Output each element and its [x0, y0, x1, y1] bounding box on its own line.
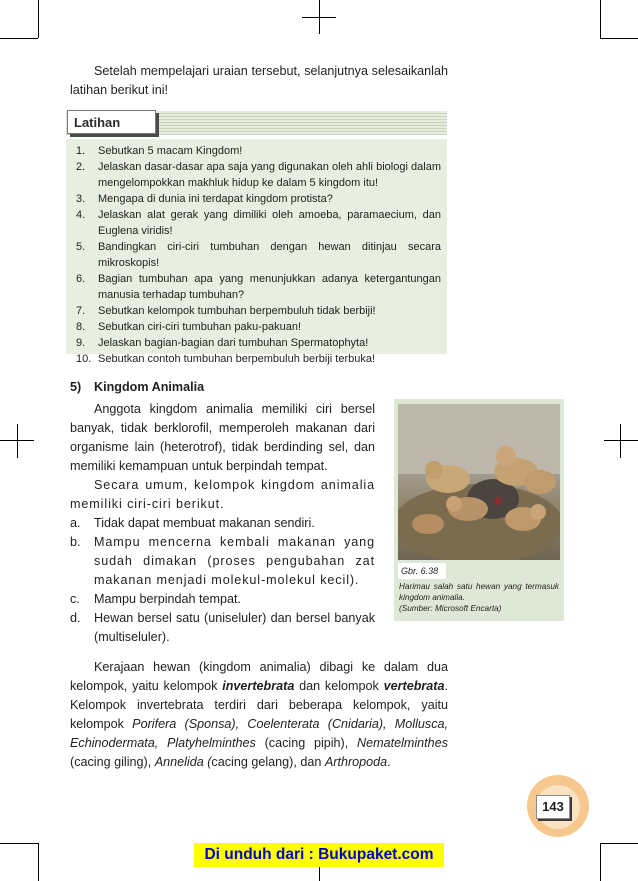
crop-mark — [0, 440, 34, 441]
exercise-list — [76, 143, 441, 367]
crop-mark — [600, 843, 638, 844]
crop-mark — [604, 440, 638, 441]
lion-photo — [398, 404, 560, 560]
crop-mark — [620, 424, 621, 458]
crop-mark — [0, 38, 38, 39]
exercise-item: 5. Bandingkan ciri-ciri tumbuhan dengan hewan ditinjau secara mikroskopis! — [76, 241, 441, 269]
section-paragraph: Anggota kingdom animalia memiliki ciri bersel banyak, tidak berklorofil, memperoleh makanan dari organisme lain (heterotrof), tidak berdinding sel, dan memiliki kemampuan untuk berpindah tempat. — [70, 402, 375, 473]
crop-mark — [600, 38, 638, 39]
trait-item: c. Mampu berpindah tempat. — [70, 592, 242, 606]
trait-item: b. Mampu mencerna kembali makanan yang sudah dimakan (proses pengubahan zat makanan menjadi molekul-molekul kecil). — [70, 535, 375, 587]
crop-mark — [17, 424, 18, 458]
page-number: 143 — [536, 795, 570, 819]
exercise-item: 6. Bagian tumbuhan apa yang menunjukkan adanya ketergantungan manusia terhadap tumbuhan? — [76, 273, 441, 301]
crop-mark — [600, 0, 601, 38]
crop-mark — [0, 843, 38, 844]
figure-box — [394, 399, 564, 621]
exercise-item: 7. Sebutkan kelompok tumbuhan berpembuluh tidak berbiji! — [76, 305, 376, 317]
crop-mark — [302, 17, 336, 18]
exercise-item: 3. Mengapa di dunia ini terdapat kingdom protista? — [76, 193, 333, 205]
section-body — [70, 400, 375, 647]
latihan-box — [66, 139, 447, 365]
exercise-item: 9. Jelaskan bagian-bagian dari tumbuhan Spermatophyta! — [76, 337, 369, 349]
figure-caption: Harimau salah satu hewan yang termasuk kingdom animalia. (Sumber: Microsoft Encarta) — [399, 582, 559, 613]
exercise-item: 1. Sebutkan 5 macam Kingdom! — [76, 145, 243, 157]
crop-mark — [38, 0, 39, 38]
trait-item: d. Hewan bersel satu (uniseluler) dan bersel banyak (multiseluler). — [70, 611, 375, 644]
section-heading: 5) Kingdom Animalia — [70, 380, 205, 394]
section-paragraph: Secara umum, kelompok kingdom animalia memiliki ciri-ciri berikut. — [70, 478, 375, 511]
trait-item: a. Tidak dapat membuat makanan sendiri. — [70, 516, 315, 530]
exercise-item: 2. Jelaskan dasar-dasar apa saja yang digunakan oleh ahli biologi dalam mengelompokkan makhluk hidup ke dalam 5 kingdom itu! — [76, 161, 441, 189]
exercise-item: 4. Jelaskan alat gerak yang dimiliki oleh amoeba, paramaecium, dan Euglena viridis! — [76, 209, 441, 237]
intro-paragraph: Setelah mempelajari uraian tersebut, selanjutnya selesaikanlah latihan berikut ini! — [70, 64, 448, 97]
crop-mark — [38, 843, 39, 881]
figure-label: Gbr. 6.38 — [398, 563, 446, 579]
figure-source: (Sumber: Microsoft Encarta) — [399, 604, 502, 613]
exercise-item: 8. Sebutkan ciri-ciri tumbuhan paku-pakuan! — [76, 321, 302, 333]
download-banner: Di unduh dari : Bukupaket.com — [194, 843, 444, 867]
kerajaan-paragraph: Kerajaan hewan (kingdom animalia) dibagi ke dalam dua kelompok, yaitu kelompok invertebrata dan kelompok vertebrata. Kelompok invertebrata terdiri dari beberapa kelompok, yaitu kelompok Porifera (Sponsa), Coelenterata (Cnidaria), Mollusca, Echinodermata, Platyhelminthes (cacing pipih), Nematelminthes (cacing giling), Annelida (cacing gelang), dan Arthropoda. — [70, 660, 448, 769]
lion-photo-illustration — [398, 404, 560, 560]
latihan-title: Latihan — [67, 110, 156, 134]
exercise-item: 10. Sebutkan contoh tumbuhan berpembuluh berbiji terbuka! — [76, 353, 376, 365]
crop-mark — [600, 843, 601, 881]
